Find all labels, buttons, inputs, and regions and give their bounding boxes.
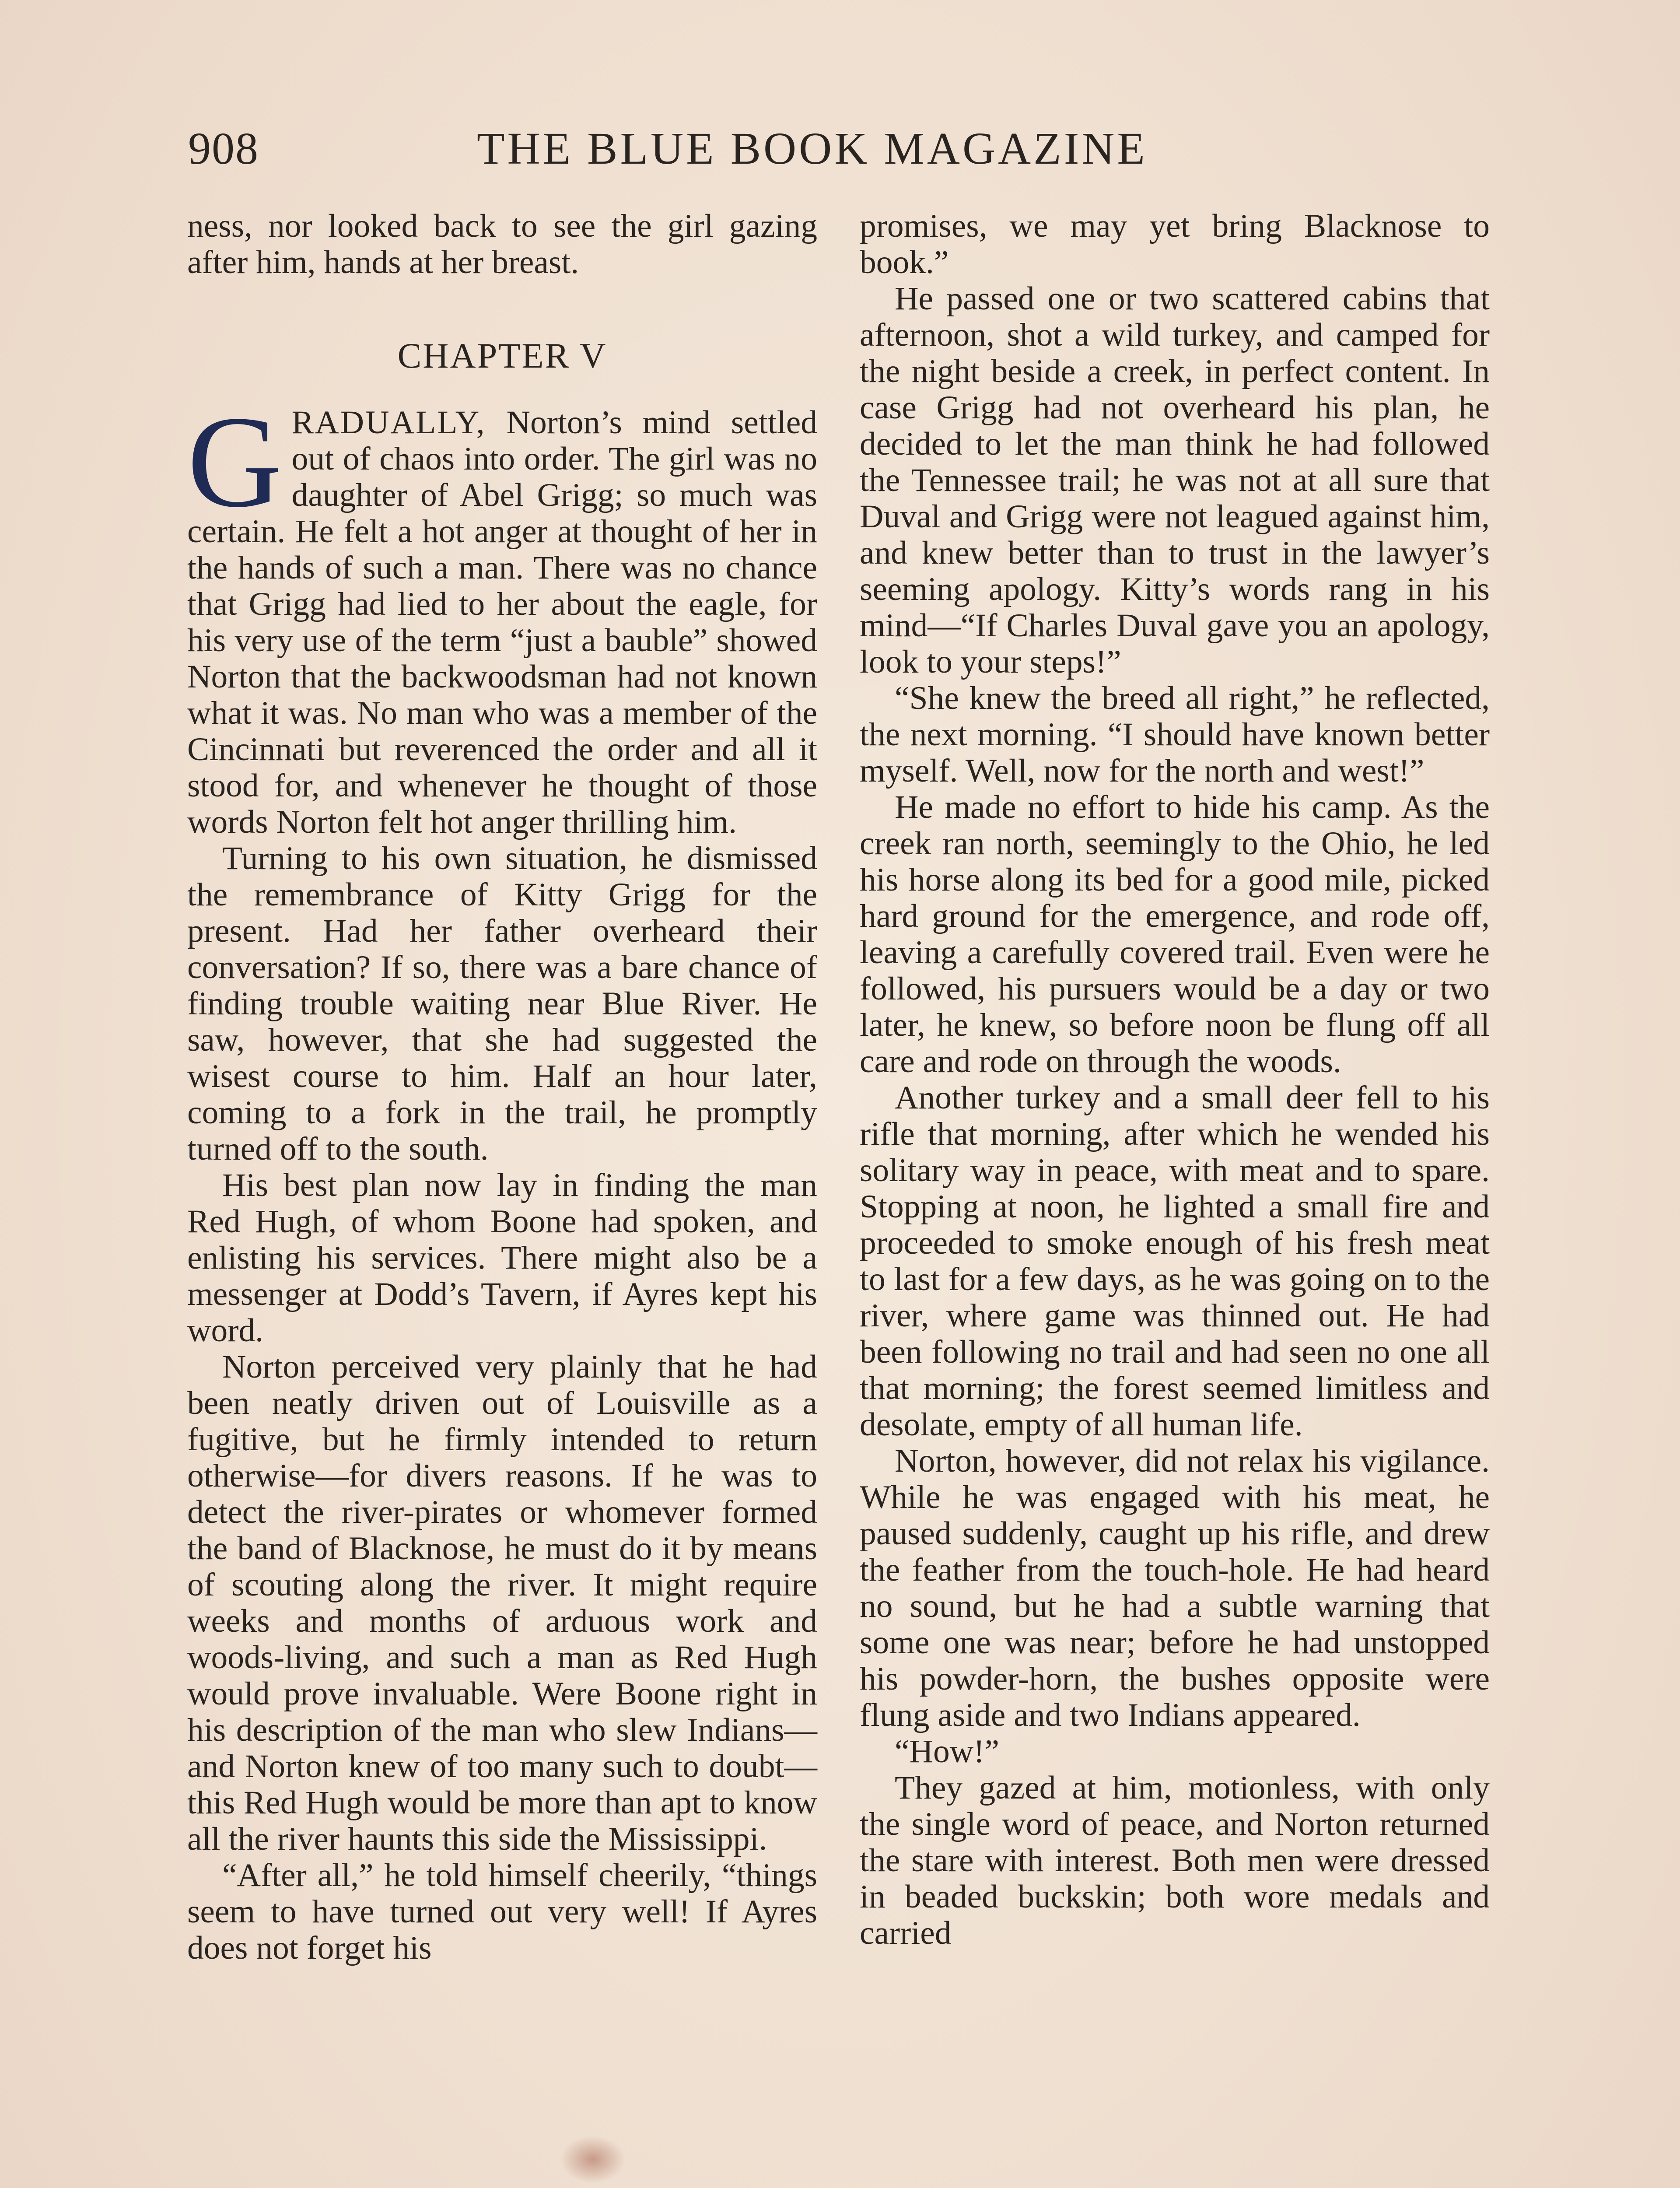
continued-paragraph: ness, nor looked back to see the girl gazing after him, hands at her breast. — [187, 208, 817, 281]
opening-text: Norton’s mind settled out of chaos into order. The girl was no daughter of Abel Grigg; so much was certain. He felt a hot anger at thought of her in the hands of such a man. There was no chance that Grigg had lied to her about the eagle, for his very use of the term “just a bauble” showed Norton that the backwoodsman had not known what it was. No man who was a member of the Cincinnati but reverenced the order and all it stood for, and whenever he thought of those words Norton felt hot anger thrilling him. — [187, 404, 817, 840]
paragraph: “After all,” he told himself cheerily, “things seem to have turned out very well! If Ayres does not forget his — [187, 1857, 817, 1966]
paper-stain — [560, 2135, 626, 2184]
paragraph: He made no effort to hide his camp. As the creek ran north, seemingly to the Ohio, he led his horse along its bed for a good mile, picked hard ground for the emergence, and rode off, leaving a carefully covered trail. Even were he followed, his pursuers would be a day or two later, he knew, so before noon be flung off all care and rode on through the woods. — [860, 789, 1490, 1080]
drop-cap: G — [187, 389, 282, 534]
paragraph: He passed one or two scattered cabins that afternoon, shot a wild turkey, and camped for the night beside a creek, in perfect content. In case Grigg had not overheard his plan, he decided to let the man think he had followed the Tennessee trail; he was not at all sure that Duval and Grigg were not leagued against him, and knew better than to trust in the lawyer’s seeming apology. Kitty’s words rang in his mind—“If Charles Duval gave you an apology, look to your steps!” — [860, 281, 1490, 680]
chapter-heading: CHAPTER V — [397, 336, 607, 375]
running-head: THE BLUE BOOK MAGAZINE — [477, 123, 1148, 174]
paragraph: “How!” — [895, 1733, 999, 1770]
right-column — [860, 208, 1490, 1951]
opening-paragraph — [187, 389, 817, 840]
paragraph: Norton, however, did not relax his vigilance. While he was engaged with his meat, he paused suddenly, caught up his rifle, and drew the feather from the touch-hole. He had heard no sound, but he had a subtle warning that some one was near; before he had unstopped his powder-horn, the bushes opposite were flung aside and two Indians appeared. — [860, 1443, 1490, 1733]
paragraph: Turning to his own situation, he dismissed the remembrance of Kitty Grigg for the present. Had her father overheard their conversation? If so, there was a bare chance of finding trouble waiting near Blue River. He saw, however, that she had suggested the wisest course to him. Half an hour later, coming to a fork in the trail, he promptly turned off to the south. — [187, 840, 817, 1167]
paragraph: “She knew the breed all right,” he reflected, the next morning. “I should have known better myself. Well, now for the north and west!” — [860, 680, 1490, 789]
paragraph: Another turkey and a small deer fell to his rifle that morning, after which he wended his solitary way in peace, with meat and to spare. Stopping at noon, he lighted a small fire and proceeded to smoke enough of his fresh meat to last for a few days, as he was going on to the river, where game was thinned out. He had been following no trail and had seen no one all that morning; the forest seemed limitless and desolate, empty of all human life. — [860, 1080, 1490, 1443]
continued-paragraph: promises, we may yet bring Blacknose to book.” — [860, 208, 1490, 281]
left-column — [187, 208, 817, 1966]
paragraph: They gazed at him, motionless, with only the single word of peace, and Norton returned the stare with interest. Both men were dressed in beaded buckskin; both wore medals and carried — [860, 1770, 1490, 1951]
opening-word: RADUALLY, — [291, 404, 486, 441]
page-header — [188, 118, 1492, 184]
paragraph: His best plan now lay in finding the man Red Hugh, of whom Boone had spoken, and enlisting his services. There might also be a messenger at Dodd’s Tavern, if Ayres kept his word. — [187, 1167, 817, 1349]
paragraph: Norton perceived very plainly that he had been neatly driven out of Louisville as a fugitive, but he firmly intended to return otherwise—for divers reasons. If he was to detect the river-pirates or whomever formed the band of Blacknose, he must do it by means of scouting along the river. It might require weeks and months of arduous work and woods-living, and such a man as Red Hugh would prove invaluable. Were Boone right in his description of the man who slew Indians—and Norton knew of too many such to doubt—this Red Hugh would be more than apt to know all the river haunts this side the Mississippi. — [187, 1349, 817, 1857]
page-number: 908 — [188, 123, 259, 174]
